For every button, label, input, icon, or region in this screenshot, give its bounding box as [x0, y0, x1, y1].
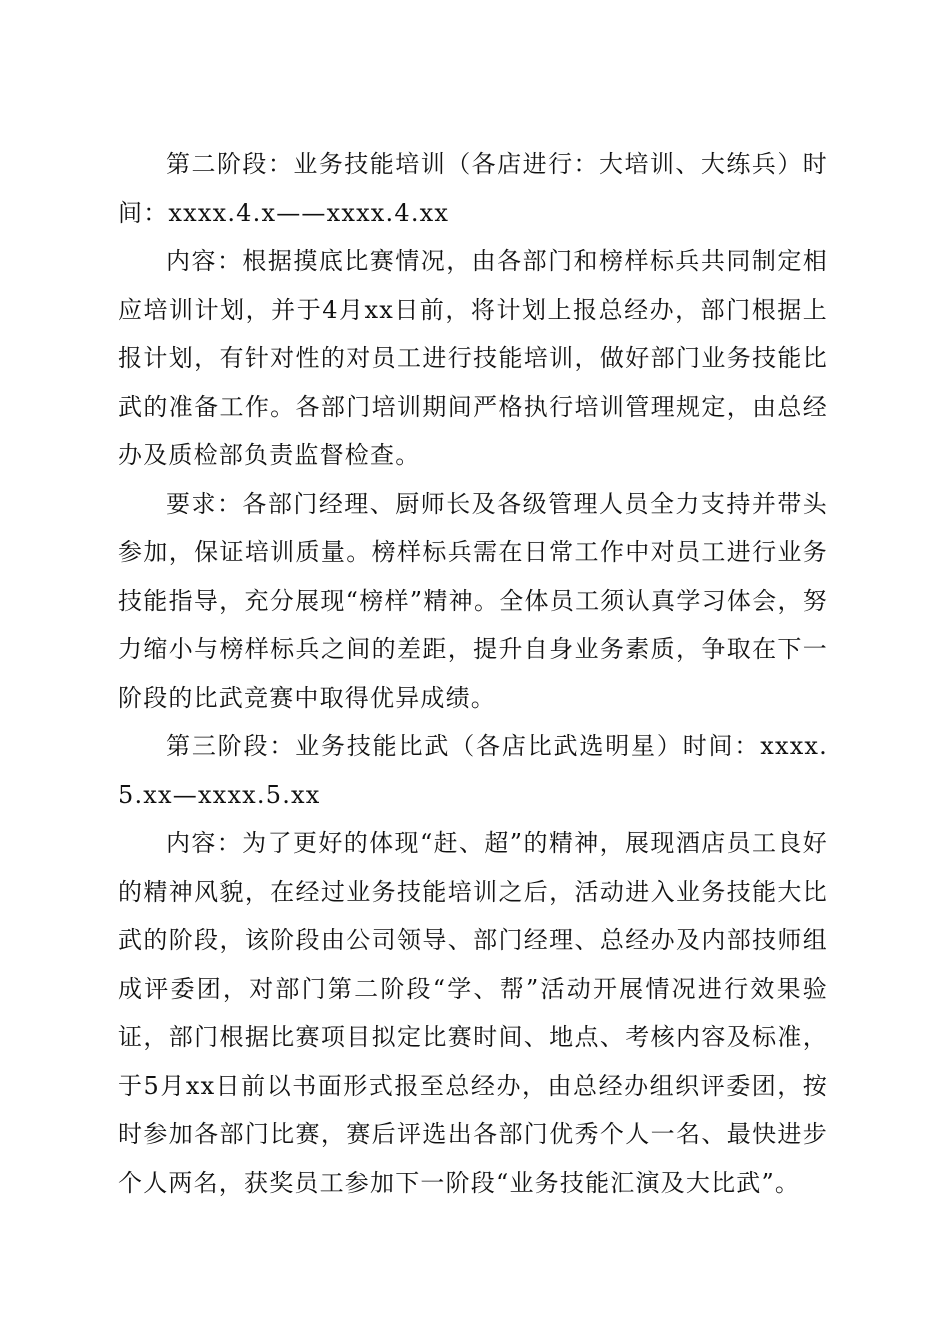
stage-three-content: 内容：为了更好的体现“赶、超”的精神，展现酒店员工良好的精神风貌，在经过业务技能培训之后，活动进入业务技能大比武的阶段，该阶段由公司领导、部门经理、总经办及内部技师组成评委团，对部门第二阶段“学、帮”活动开展情况进行效果验证，部门根据比赛项目拟定比赛时间、地点、考核内容及标准，于5月xx日前以书面形式报至总经办，由总经办组织评委团，按时参加各部门比赛，赛后评选出各部门优秀个人一名、最快进步个人两名，获奖员工参加下一阶段“业务技能汇演及大比武”。 [118, 829, 828, 1197]
stage-three-heading: 第三阶段：业务技能比武（各店比武选明星）时间：xxxx.5.xx—xxxx.5.xx [118, 732, 828, 809]
document-body [118, 140, 828, 1207]
stage-two-content: 内容：根据摸底比赛情况，由各部门和榜样标兵共同制定相应培训计划，并于4月xx日前，将计划上报总经办，部门根据上报计划，有针对性的对员工进行技能培训，做好部门业务技能比武的准备工作。各部门培训期间严格执行培训管理规定，由总经办及质检部负责监督检查。 [118, 247, 828, 469]
stage-two-requirements: 要求：各部门经理、厨师长及各级管理人员全力支持并带头参加，保证培训质量。榜样标兵需在日常工作中对员工进行业务技能指导，充分展现“榜样”精神。全体员工须认真学习体会，努力缩小与榜样标兵之间的差距，提升自身业务素质，争取在下一阶段的比武竞赛中取得优异成绩。 [118, 489, 828, 712]
stage-two-heading: 第二阶段：业务技能培训（各店进行：大培训、大练兵）时间：xxxx.4.x——xxxx.4.xx [118, 150, 828, 227]
